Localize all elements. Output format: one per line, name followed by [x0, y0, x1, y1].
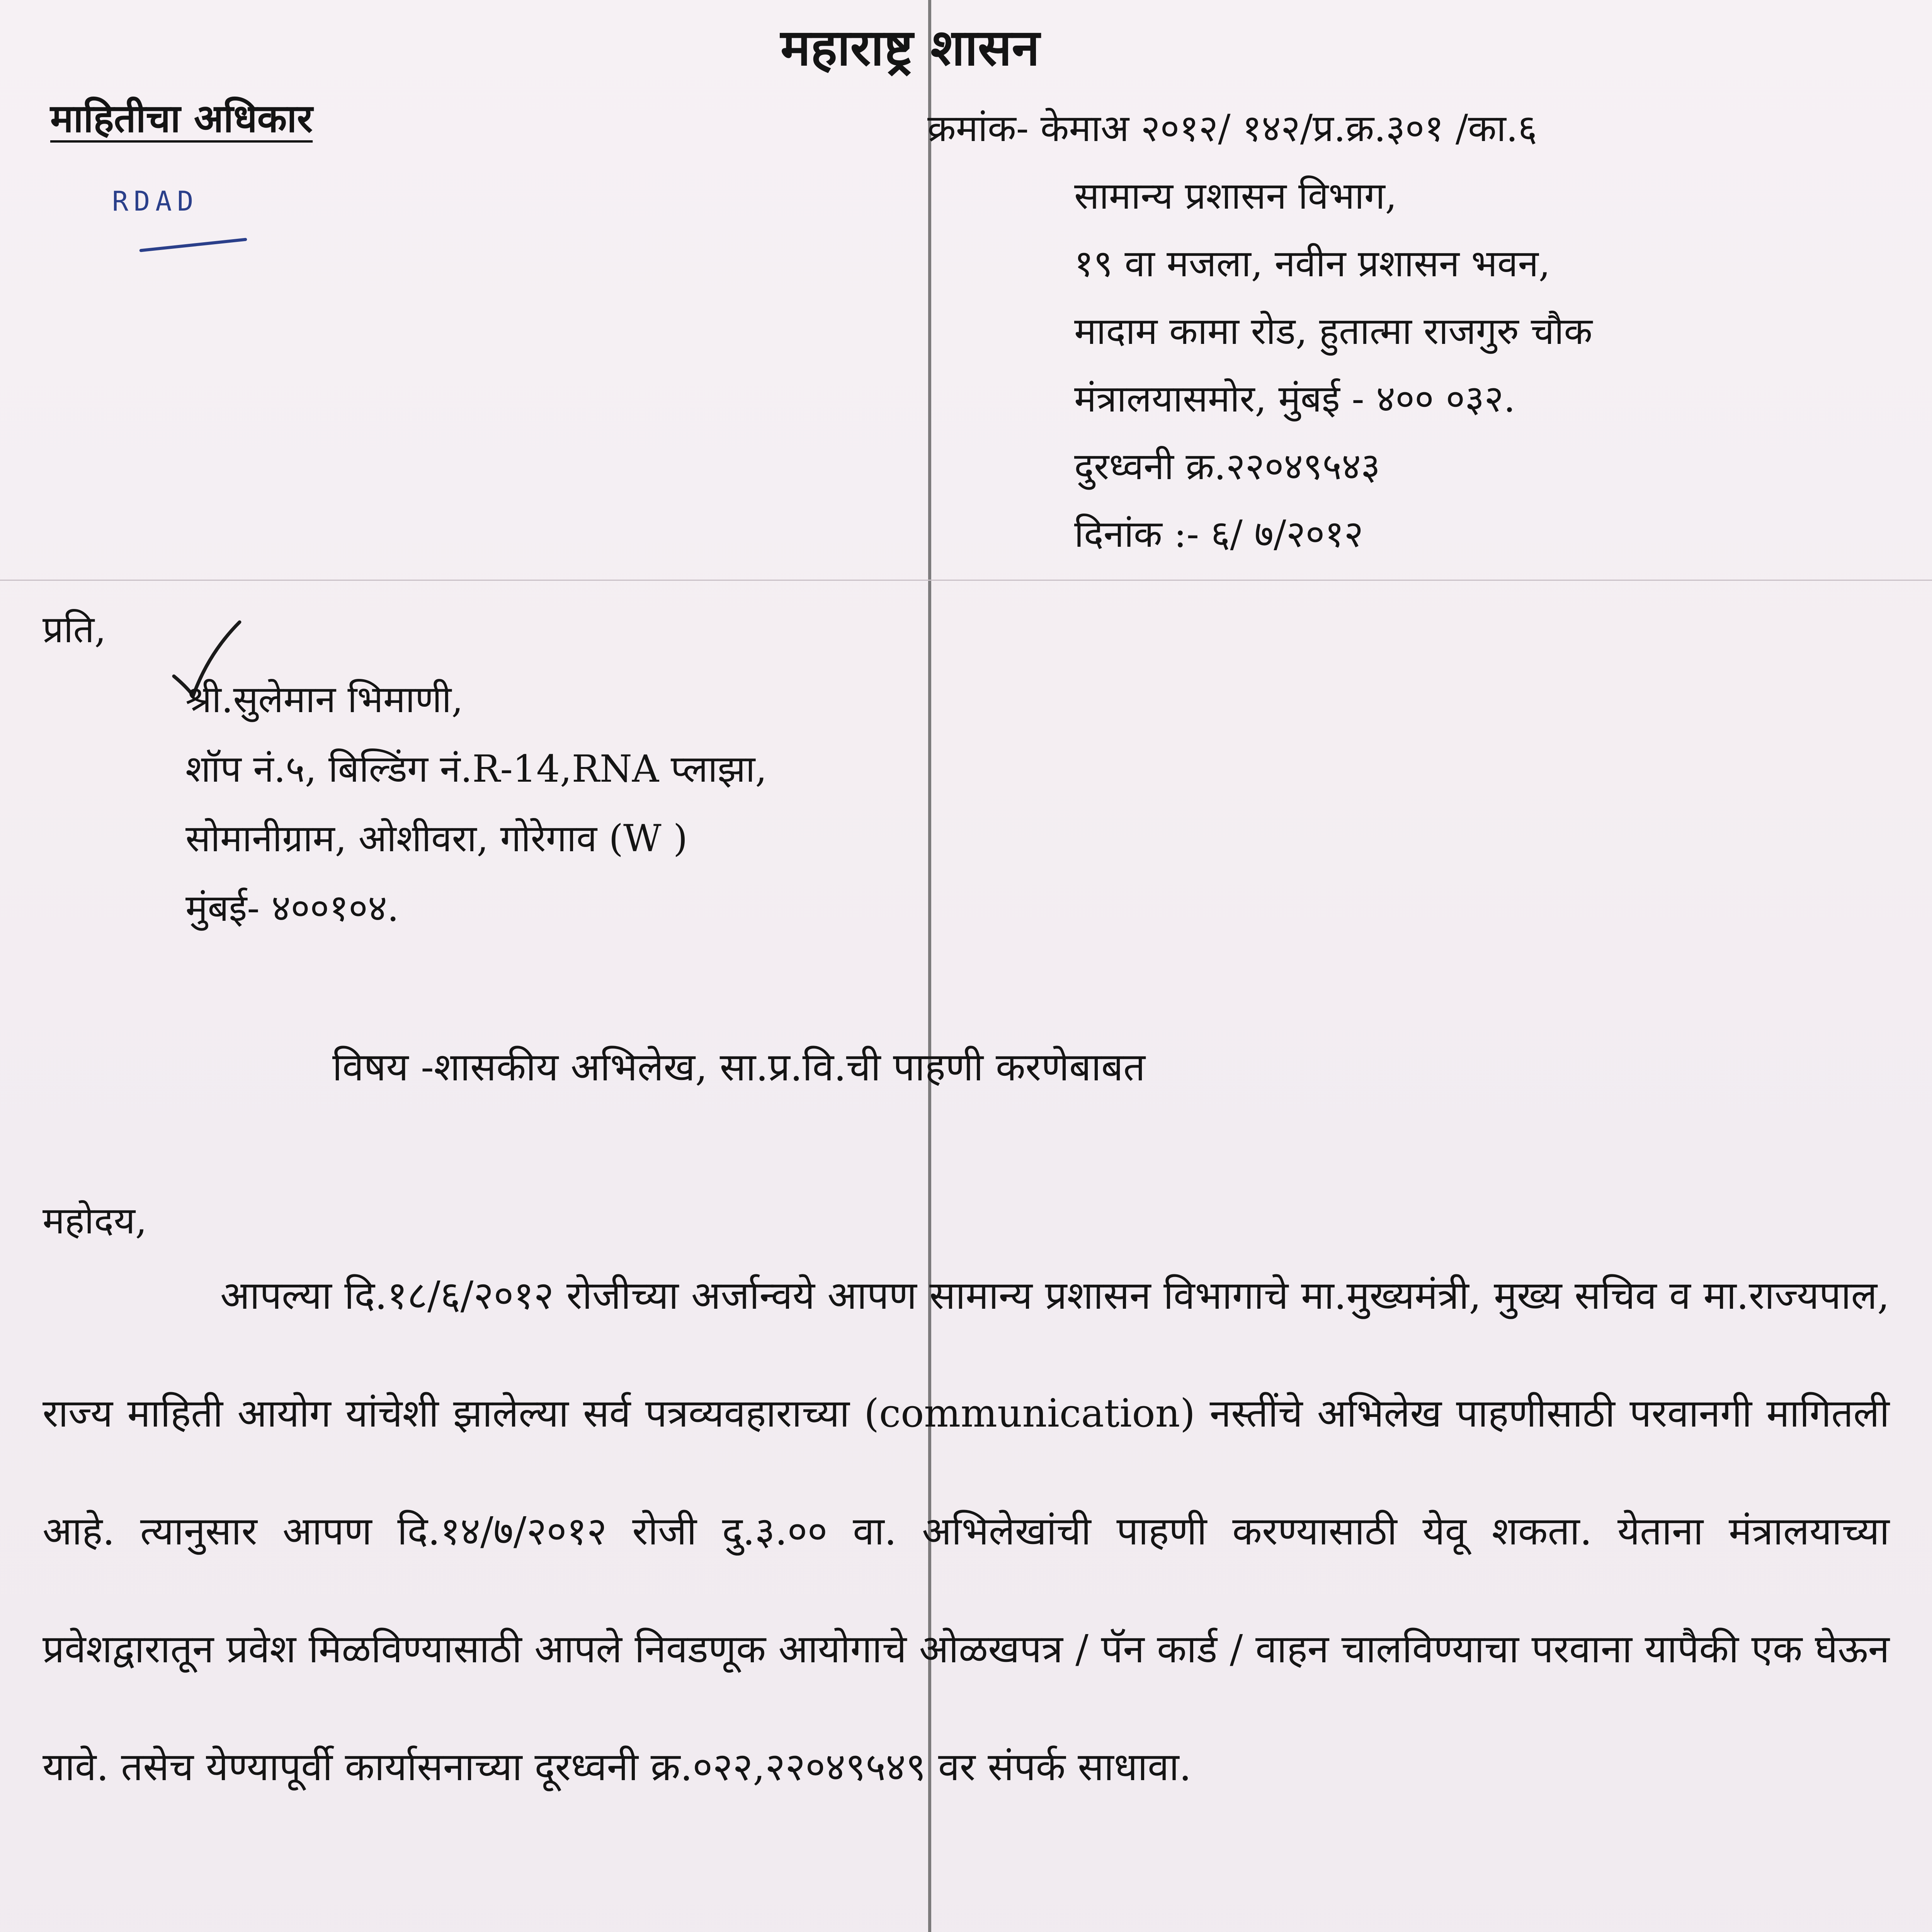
reference-block — [927, 95, 1592, 568]
subject-line: विषय -शासकीय अभिलेख, सा.प्र.वि.ची पाहणी करणेबाबत — [332, 1044, 1145, 1090]
salutation: महोदय, — [43, 1199, 147, 1242]
recipient-line: श्री.सुलेमान भिमाणी, — [185, 678, 463, 721]
fold-line-horizontal — [0, 580, 1932, 581]
recipient-line: मुंबई- ४००१०४. — [185, 886, 399, 930]
body-paragraph: आपल्या दि.१८/६/२०१२ रोजीच्या अर्जान्वये आपण सामान्य प्रशासन विभागाचे मा.मुख्यमंत्री, मुख्य सचिव व मा.राज्यपाल, राज्य माहिती आयोग यांचेशी झालेल्या सर्व पत्रव्यवहाराच्या (communication) नस्तींचे अभिलेख पाहणीसाठी परवानगी मागितली आहे. त्यानुसार आपण दि.१४/७/२०१२ रोजी दु.३.०० वा. अभिलेखांची पाहणी करण्यासाठी येवू शकता. येताना मंत्रालयाच्या प्रवेशद्वारातून प्रवेश मिळविण्यासाठी आपले निवडणूक आयोगाचे ओळखपत्र / पॅन कार्ड / वाहन चालविण्याचा परवाना यापैकी एक घेऊन यावे. तसेच येण्यापूर्वी कार्यासनाच्या दूरध्वनी क्र.०२२,२२०४९५४९ वर संपर्क साधावा. — [43, 1273, 1889, 1789]
recipient-address — [185, 665, 767, 943]
reference-number: क्रमांक- केमाअ २०१२/ १४२/प्र.क्र.३०१ /का.६ — [927, 107, 1537, 150]
office-line: सामान्य प्रशासन विभाग, — [1074, 174, 1397, 218]
office-line: मंत्रालयासमोर, मुंबई - ४०० ०३२. — [1074, 377, 1515, 420]
recipient-line: सोमानीग्राम, ओशीवरा, गोरेगाव (W ) — [185, 817, 688, 860]
to-label: प्रति, — [43, 608, 106, 651]
office-line: मादाम कामा रोड, हुतात्मा राजगुरु चौक — [1074, 310, 1593, 353]
office-phone: दुरध्वनी क्र.२२०४९५४३ — [1074, 445, 1380, 488]
letter-date: दिनांक :- ६/ ७/२०१२ — [1074, 512, 1364, 556]
office-line: १९ वा मजला, नवीन प्रशासन भवन, — [1074, 242, 1551, 285]
government-title: महाराष्ट्र शासन — [781, 18, 1040, 77]
recipient-line: शॉप नं.५, बिल्डिंग नं.R-14,RNA प्लाझा, — [185, 747, 767, 791]
handwritten-note: RDAD — [112, 185, 199, 217]
rti-heading: माहितीचा अधिकार — [50, 95, 313, 141]
